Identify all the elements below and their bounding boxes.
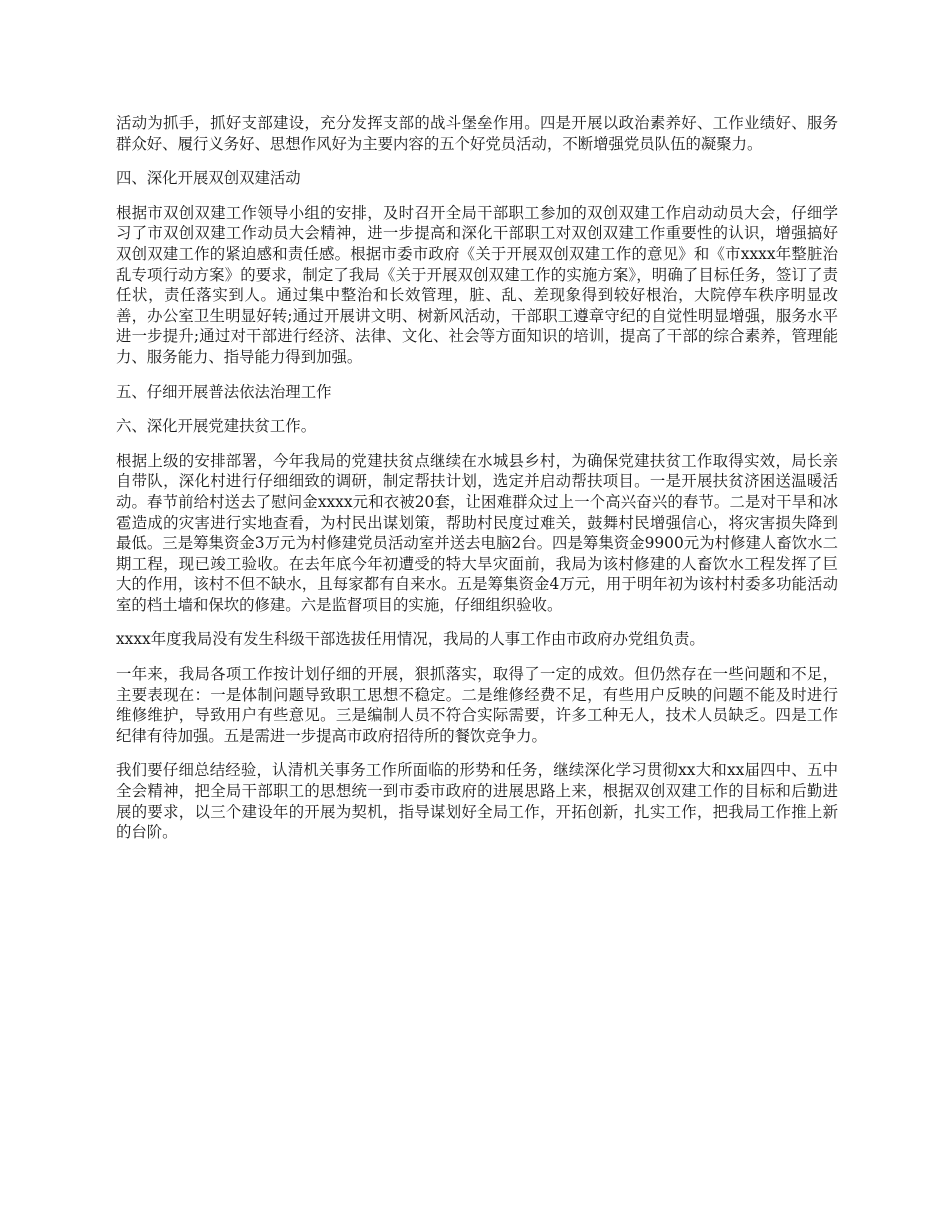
document-body bbox=[116, 113, 838, 857]
paragraph-shuangchuang: 根据市双创双建工作领导小组的安排，及时召开全局干部职工参加的双创双建工作启动动员大会，仔细学习了市双创双建工作动员大会精神，进一步提高和深化干部职工对双创双建工作重要性的认识，增强搞好双创双建工作的紧迫感和责任感。根据市委市政府《关于开展双创双建工作的意见》和《市xxxx年整脏治乱专项行动方案》的要求，制定了我局《关于开展双创双建工作的实施方案》，明确了目标任务，签订了责任状，责任落实到人。通过集中整治和长效管理，脏、乱、差现象得到较好根治，大院停车秩序明显改善，办公室卫生明显好转;通过开展讲文明、树新风活动，干部职工遵章守纪的自觉性明显增强，服务水平进一步提升;通过对干部进行经济、法律、文化、社会等方面知识的培训，提高了干部的综合素养，管理能力、服务能力、指导能力得到加强。 bbox=[116, 203, 838, 366]
section-heading-5: 五、仔细开展普法依法治理工作 bbox=[116, 382, 332, 401]
paragraph-poverty-relief: 根据上级的安排部署，今年我局的党建扶贫点继续在水城县乡村，为确保党建扶贫工作取得实效，局长亲自带队，深化村进行仔细细致的调研，制定帮扶计划，选定并启动帮扶项目。一是开展扶贫济困送温暖活动。春节前给村送去了慰问金xxxx元和衣被20套，让困难群众过上一个高兴奋兴的春节。二是对干旱和冰雹造成的灾害进行实地查看，为村民出谋划策，帮助村民度过难关，鼓舞村民增强信心，将灾害损失降到最低。三是筹集资金3万元为村修建党员活动室并送去电脑2台。四是筹集资金9900元为村修建人畜饮水二期工程，现已竣工验收。在去年底今年初遭受的特大旱灾面前，我局为该村修建的人畜饮水工程发挥了巨大的作用，该村不但不缺水，且每家都有自来水。五是筹集资金4万元，用于明年初为该村村委多功能活动室的档土墙和保坎的修建。六是监督项目的实施，仔细组织验收。 bbox=[116, 451, 838, 614]
paragraph-outlook: 我们要仔细总结经验，认清机关事务工作所面临的形势和任务，继续深化学习贯彻xx大和xx届四中、五中全会精神，把全局干部职工的思想统一到市委市政府的进展思路上来，根据双创双建工作的目标和后勤进展的要求，以三个建设年的开展为契机，指导谋划好全局工作，开拓创新，扎实工作，把我局工作推上新的台阶。 bbox=[116, 761, 838, 842]
paragraph-personnel: xxxx年度我局没有发生科级干部选拔任用情况，我局的人事工作由市政府办党组负责。 bbox=[116, 630, 705, 649]
paragraph-party-activities: 活动为抓手，抓好支部建设，充分发挥支部的战斗堡垒作用。四是开展以政治素养好、工作业绩好、服务群众好、履行义务好、思想作风好为主要内容的五个好党员活动，不断增强党员队伍的凝聚力。 bbox=[116, 114, 838, 153]
section-heading-6: 六、深化开展党建扶贫工作。 bbox=[116, 417, 317, 436]
section-heading-4: 四、深化开展双创双建活动 bbox=[116, 169, 301, 188]
paragraph-problems: 一年来，我局各项工作按计划仔细的开展，狠抓落实，取得了一定的成效。但仍然存在一些问题和不足，主要表现在：一是体制问题导致职工思想不稳定。二是维修经费不足，有些用户反映的问题不能及时进行维修维护，导致用户有些意见。三是编制人员不符合实际需要，许多工种无人，技术人员缺乏。四是工作纪律有待加强。五是需进一步提高市政府招待所的餐饮竞争力。 bbox=[116, 665, 838, 745]
